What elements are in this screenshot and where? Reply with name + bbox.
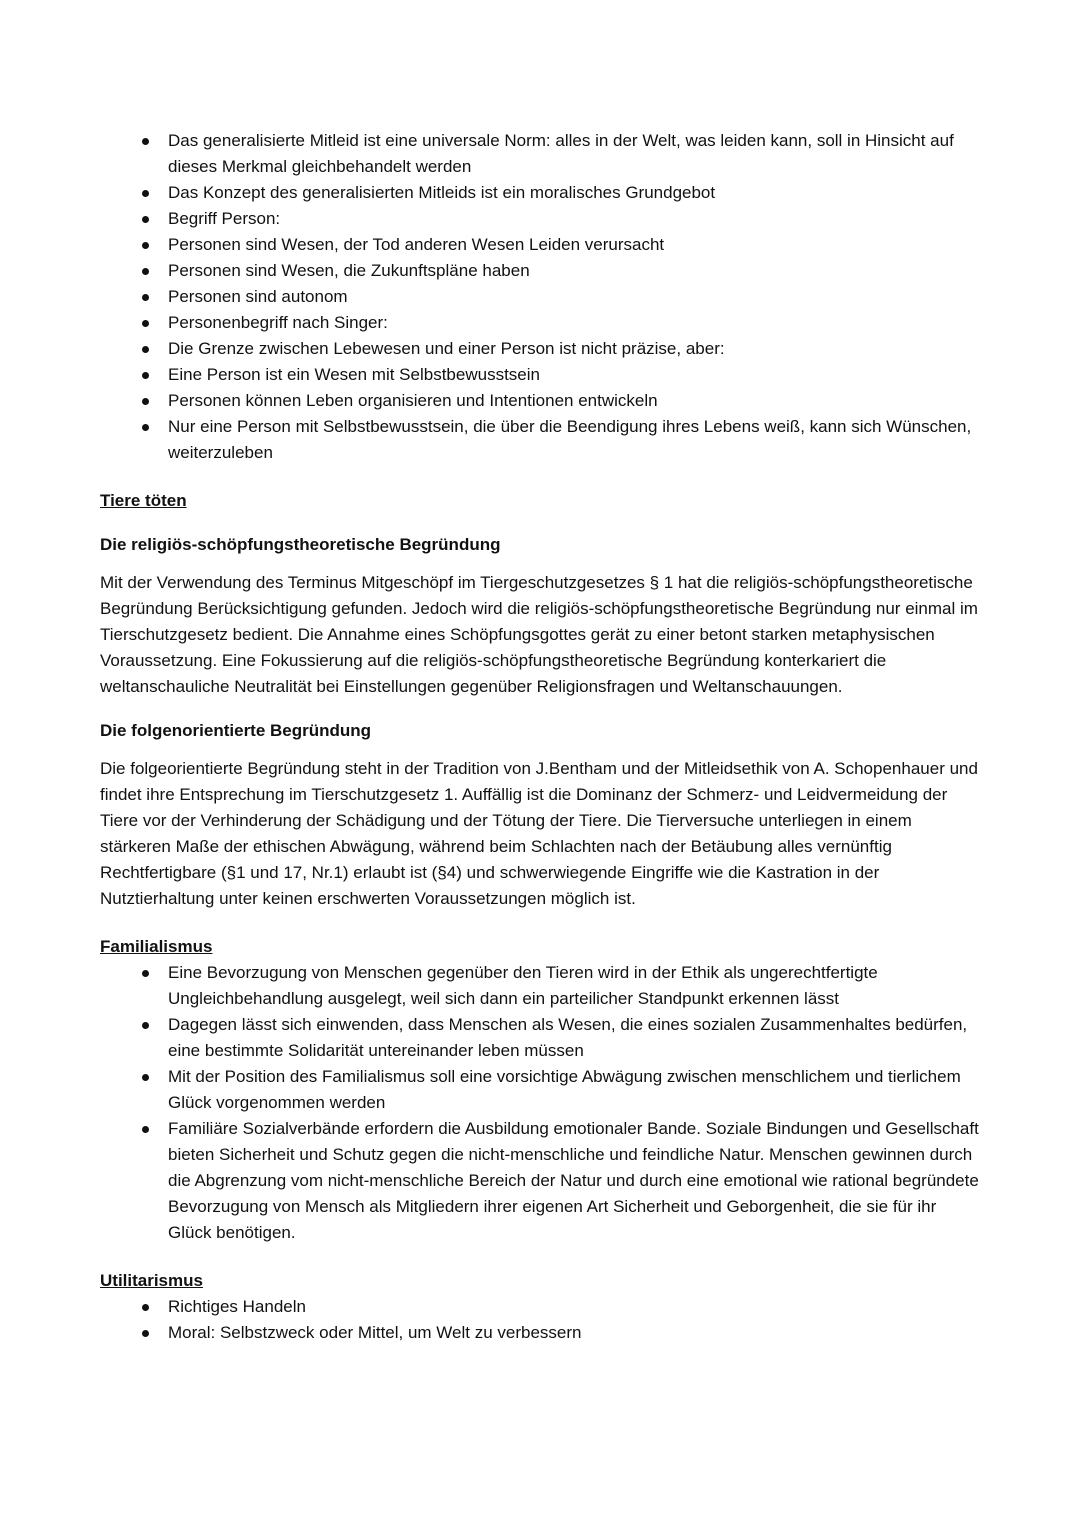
- bullet-text: Die Grenze zwischen Lebewesen und einer Person ist nicht präzise, aber:: [168, 339, 725, 358]
- bullet-item: [100, 1064, 980, 1116]
- bullet-item: [100, 128, 980, 180]
- utilitarismus-bullet-list: [100, 1294, 980, 1346]
- bullet-item: [100, 1116, 980, 1246]
- bullet-text: Nur eine Person mit Selbstbewusstsein, die über die Beendigung ihres Lebens weiß, kann sich Wünschen, weiterzuleben: [168, 417, 972, 462]
- section-heading-tiere-toeten: Tiere töten: [100, 491, 187, 510]
- bullet-item: [100, 180, 980, 206]
- bullet-text: Personen können Leben organisieren und Intentionen entwickeln: [168, 391, 658, 410]
- bullet-text: Eine Person ist ein Wesen mit Selbstbewusstsein: [168, 365, 540, 384]
- familialismus-bullet-list: [100, 960, 980, 1246]
- bullet-text: Das Konzept des generalisierten Mitleids ist ein moralisches Grundgebot: [168, 183, 716, 202]
- bullet-item: [100, 1012, 980, 1064]
- bullet-item: [100, 1320, 980, 1346]
- bullet-text: Personenbegriff nach Singer:: [168, 313, 388, 332]
- bullet-item: [100, 1294, 980, 1320]
- bullet-item: [100, 310, 980, 336]
- subheading-religioes-schoepfungstheoretisch: Die religiös-schöpfungstheoretische Begründung: [100, 535, 501, 554]
- paragraph-folgenorientiert: Die folgeorientierte Begründung steht in der Tradition von J.Bentham und der Mitleidsethik von A. Schopenhauer und findet ihre Entsprechung im Tierschutzgesetz 1. Auffällig ist die Dominanz der Schmerz- und Leidvermeidung der Tiere vor der Verhinderung der Schädigung und der Tötung der Tiere. Die Tierversuche unterliegen in einem stärkeren Maße der ethischen Abwägung, während beim Schlachten nach der Betäubung alles vernünftig Rechtfertigbare (§1 und 17, Nr.1) erlaubt ist (§4) und schwerwiegende Eingriffe wie die Kastration in der Nutztierhaltung unter keinen erschwerten Voraussetzungen möglich ist.: [100, 759, 978, 908]
- bullet-text: Das generalisierte Mitleid ist eine universale Norm: alles in der Welt, was leiden kann, soll in Hinsicht auf dieses Merkmal gleichbehandelt werden: [168, 131, 954, 176]
- bullet-text: Mit der Position des Familialismus soll eine vorsichtige Abwägung zwischen menschlichem und tierlichem Glück vorgenommen werden: [168, 1067, 961, 1112]
- bullet-text: Dagegen lässt sich einwenden, dass Menschen als Wesen, die eines sozialen Zusammenhaltes bedürfen, eine bestimmte Solidarität untereinander leben müssen: [168, 1015, 968, 1060]
- bullet-item: [100, 258, 980, 284]
- bullet-text: Personen sind Wesen, die Zukunftspläne haben: [168, 261, 530, 280]
- bullet-item: [100, 414, 980, 466]
- bullet-item: [100, 284, 980, 310]
- bullet-item: [100, 388, 980, 414]
- bullet-item: [100, 206, 980, 232]
- bullet-item: [100, 336, 980, 362]
- bullet-item: [100, 362, 980, 388]
- intro-bullet-list: [100, 128, 980, 466]
- bullet-text: Eine Bevorzugung von Menschen gegenüber den Tieren wird in der Ethik als ungerechtfertigte Ungleichbehandlung ausgelegt, weil sich dann ein parteilicher Standpunkt erkennen lässt: [168, 963, 878, 1008]
- section-heading-utilitarismus: Utilitarismus: [100, 1271, 203, 1290]
- bullet-text: Richtiges Handeln: [168, 1297, 306, 1316]
- bullet-text: Begriff Person:: [168, 209, 281, 228]
- bullet-text: Personen sind Wesen, der Tod anderen Wesen Leiden verursacht: [168, 235, 665, 254]
- bullet-item: [100, 960, 980, 1012]
- paragraph-religioes-schoepfungstheoretisch: Mit der Verwendung des Terminus Mitgeschöpf im Tiergeschutzgesetzes § 1 hat die religiös-schöpfungstheoretische Begründung Berücksichtigung gefunden. Jedoch wird die religiös-schöpfungstheoretische Begründung nur einmal im Tierschutzgesetz bedient. Die Annahme eines Schöpfungsgottes gerät zu einer betont starken metaphysischen Voraussetzung. Eine Fokussierung auf die religiös-schöpfungstheoretische Begründung konterkariert die weltanschauliche Neutralität bei Einstellungen gegenüber Religionsfragen und Weltanschauungen.: [100, 573, 978, 696]
- subheading-folgenorientiert: Die folgenorientierte Begründung: [100, 721, 372, 740]
- bullet-text: Familiäre Sozialverbände erfordern die Ausbildung emotionaler Bande. Soziale Bindungen und Gesellschaft bieten Sicherheit und Schutz gegen die nicht-menschliche und feindliche Natur. Menschen gewinnen durch die Abgrenzung vom nicht-menschliche Bereich der Natur und durch eine emotional wie rational begründete Bevorzugung von Mensch als Mitgliedern ihrer eigenen Art Sicherheit und Geborgenheit, die sie für ihr Glück benötigen.: [168, 1119, 979, 1242]
- bullet-text: Personen sind autonom: [168, 287, 348, 306]
- section-heading-familialismus: Familialismus: [100, 937, 213, 956]
- bullet-text: Moral: Selbstzweck oder Mittel, um Welt zu verbessern: [168, 1323, 582, 1342]
- bullet-item: [100, 232, 980, 258]
